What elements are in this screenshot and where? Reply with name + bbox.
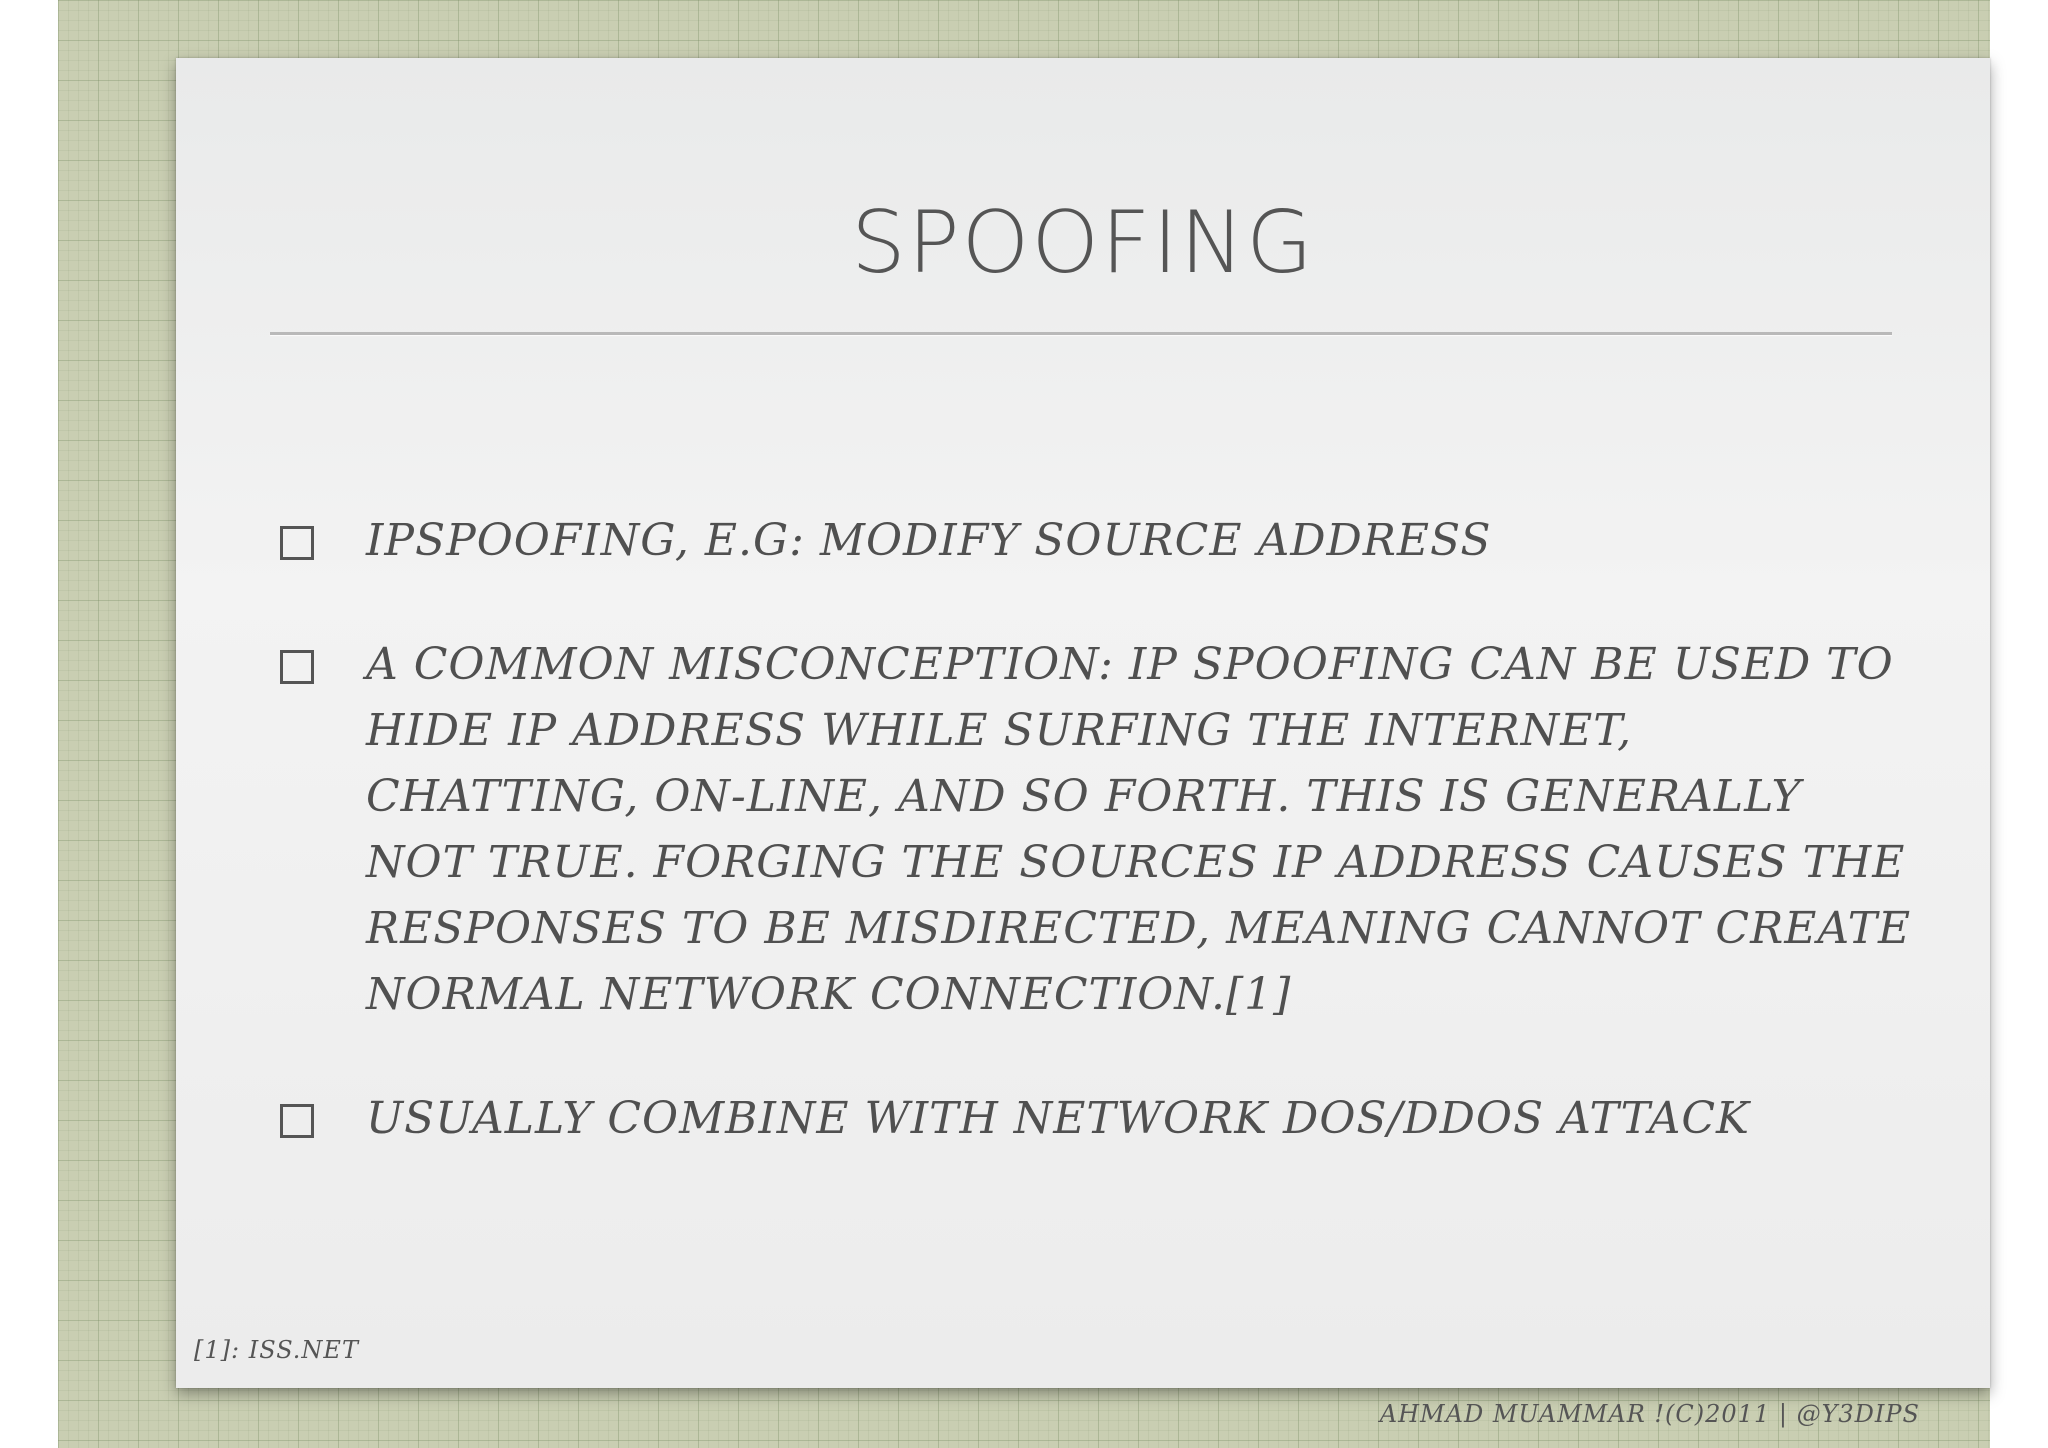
bullet-list — [280, 508, 1920, 1210]
bullet-text: IPSPOOFING, E.G: MODIFY SOURCE ADDRESS — [366, 515, 1492, 566]
footnote: [1]: ISS.NET — [194, 1336, 359, 1364]
slide-background — [58, 0, 1990, 1448]
checkbox-icon — [280, 1104, 314, 1138]
slide-title: SPOOFING — [851, 193, 1315, 293]
slide-paper — [176, 58, 1990, 1388]
author-credit: AHMAD MUAMMAR !(C)2011 | @Y3DIPS — [1379, 1400, 1920, 1428]
bullet-item — [280, 508, 1920, 574]
title-divider — [270, 332, 1892, 335]
bullet-item — [280, 632, 1920, 1028]
bullet-text: A COMMON MISCONCEPTION: IP SPOOFING CAN BE USED TO HIDE IP ADDRESS WHILE SURFING THE INTERNET, CHATTING, ON-LINE, AND SO FORTH. THIS IS GENERALLY NOT TRUE. FORGING THE SOURCES IP ADDRESS CAUSES THE RESPONSES TO BE MISDIRECTED, MEANING CANNOT CREATE NORMAL NETWORK CONNECTION.[1] — [366, 639, 1912, 1020]
bullet-item — [280, 1086, 1920, 1152]
bullet-text: USUALLY COMBINE WITH NETWORK DOS/DDOS ATTACK — [366, 1093, 1750, 1144]
checkbox-icon — [280, 650, 314, 684]
checkbox-icon — [280, 526, 314, 560]
